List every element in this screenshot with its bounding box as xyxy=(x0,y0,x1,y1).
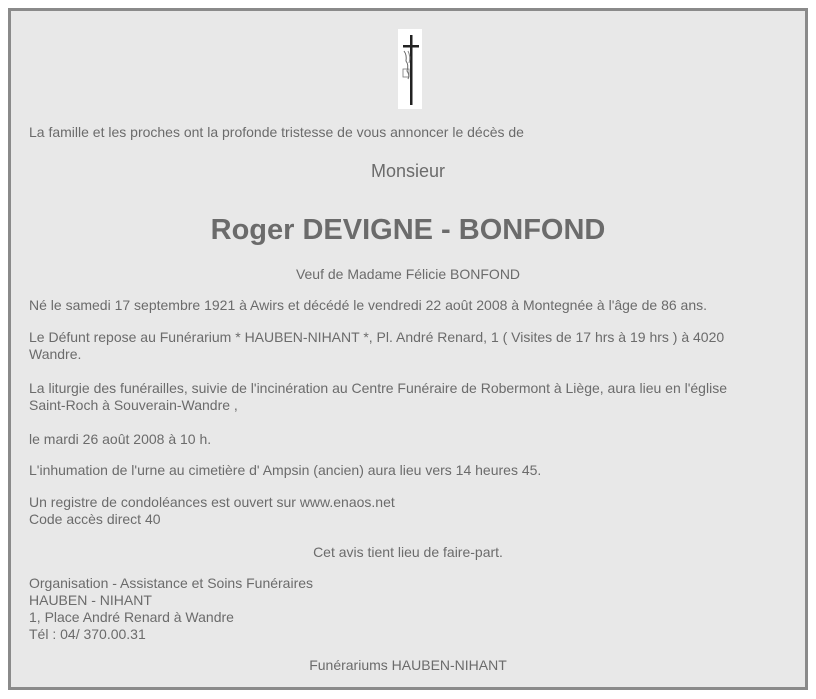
faire-part-text: Cet avis tient lieu de faire-part. xyxy=(313,544,503,560)
deceased-name: Roger DEVIGNE - BONFOND xyxy=(210,214,606,246)
birth-death-text: Né le samedi 17 septembre 1921 à Awirs et décédé le vendredi 22 août 2008 à Montegnée à l'âge de 86 ans. xyxy=(29,297,707,313)
intro-text: La famille et les proches ont la profonde tristesse de vous annoncer le décès de xyxy=(29,124,524,140)
cross-icon xyxy=(398,29,422,109)
salutation: Monsieur xyxy=(370,161,446,181)
ceremony-date-text: le mardi 26 août 2008 à 10 h. xyxy=(29,431,212,447)
register-text: Un registre de condoléances est ouvert sur www.enaos.net Code accès direct 40 xyxy=(29,494,395,527)
cross-image xyxy=(398,29,422,109)
footer-text: Funérariums HAUBEN-NIHANT xyxy=(309,657,507,673)
organisation-text: Organisation - Assistance et Soins Funéraires HAUBEN - NIHANT 1, Place André Renard à Wandre Tél : 04/ 370.00.31 xyxy=(29,575,314,642)
inhumation-text: L'inhumation de l'urne au cimetière d' Ampsin (ancien) aura lieu vers 14 heures 45. xyxy=(29,462,542,478)
obituary-notice xyxy=(8,8,808,690)
liturgy-text: La liturgie des funérailles, suivie de l'incinération au Centre Funéraire de Robermont à Liège, aura lieu en l'église Saint-Roch à Souverain-Wandre , xyxy=(29,380,727,413)
spouse-text: Veuf de Madame Félicie BONFOND xyxy=(295,266,521,282)
rest-place-text: Le Défunt repose au Funérarium * HAUBEN-NIHANT *, Pl. André Renard, 1 ( Visites de 17 hrs à 19 hrs ) à 4020 Wandre. xyxy=(29,329,725,362)
